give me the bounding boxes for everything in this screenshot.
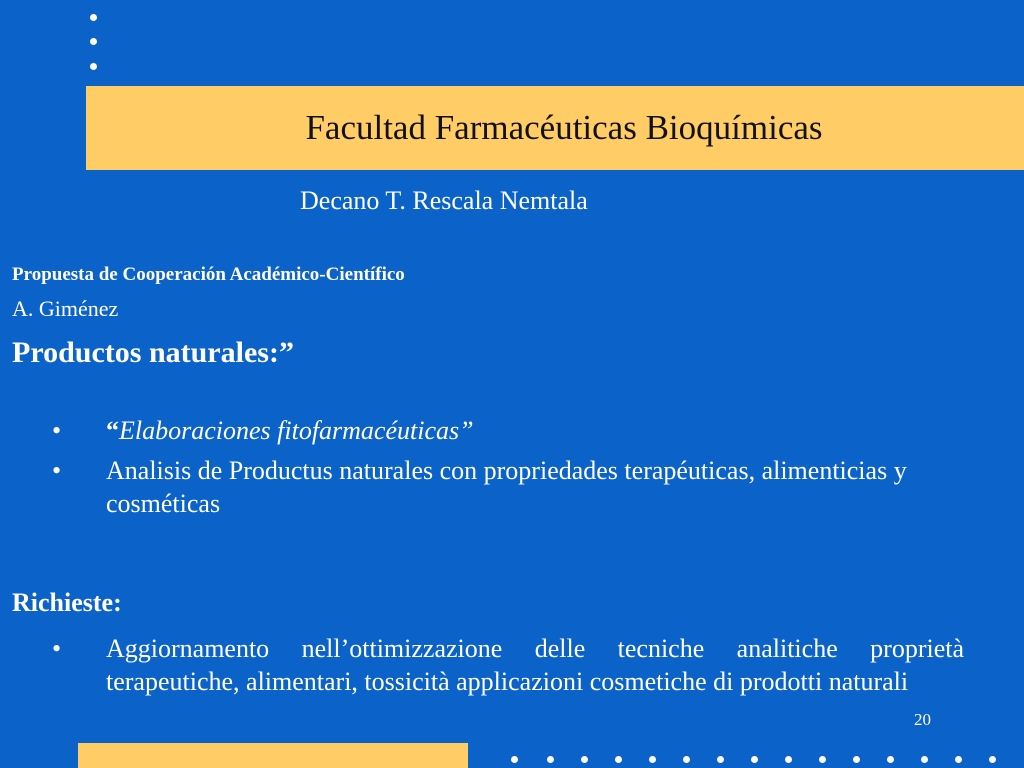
section-heading: Productos naturales:” bbox=[12, 336, 294, 369]
decor-dot bbox=[853, 756, 860, 763]
decor-dot bbox=[581, 756, 588, 763]
decor-dot bbox=[717, 756, 724, 763]
author-line: A. Giménez bbox=[12, 296, 119, 321]
decor-dot bbox=[649, 756, 656, 763]
decor-dot bbox=[90, 14, 97, 21]
bullet-item bbox=[52, 414, 964, 447]
decor-dot bbox=[751, 756, 758, 763]
decor-dot bbox=[90, 63, 97, 70]
page-number: 20 bbox=[914, 710, 931, 729]
proposal-line: Propuesta de Cooperación Académico-Científico bbox=[12, 264, 405, 285]
bullet-text: Analisis de Productus naturales con propriedades terapéuticas, alimenticias y cosméticas bbox=[106, 456, 907, 518]
slide-subtitle: Decano T. Rescala Nemtala bbox=[300, 186, 588, 215]
section-heading-2: Richieste: bbox=[12, 588, 122, 617]
decor-dot bbox=[989, 756, 996, 763]
decor-dot bbox=[511, 756, 518, 763]
bullet-list-2 bbox=[52, 632, 964, 698]
bullet-item bbox=[52, 454, 964, 520]
title-band bbox=[86, 86, 1024, 170]
decor-dot bbox=[90, 38, 97, 45]
bullet-list bbox=[52, 414, 964, 527]
bullet-marker: • bbox=[52, 416, 62, 445]
bullet-marker: • bbox=[52, 634, 62, 663]
decor-dot bbox=[547, 756, 554, 763]
bullet-text: Elaboraciones fitofarmacéuticas” bbox=[119, 416, 474, 445]
decor-dot bbox=[921, 756, 928, 763]
decor-dot bbox=[683, 756, 690, 763]
slide-title: Facultad Farmacéuticas Bioquímicas bbox=[305, 108, 823, 147]
decor-dot bbox=[785, 756, 792, 763]
open-quote: “ bbox=[106, 416, 119, 445]
bullet-marker: • bbox=[52, 456, 62, 485]
decor-dot bbox=[955, 756, 962, 763]
bottom-band bbox=[78, 743, 468, 768]
bullet-item bbox=[52, 632, 964, 698]
decor-dot bbox=[615, 756, 622, 763]
bullet-text: Aggiornamento nell’ottimizzazione delle tecniche analitiche proprietà terapeutiche, alimentari, tossicità applicazioni cosmetiche di prodotti naturali bbox=[106, 634, 964, 696]
decor-dot bbox=[887, 756, 894, 763]
decor-dot bbox=[819, 756, 826, 763]
